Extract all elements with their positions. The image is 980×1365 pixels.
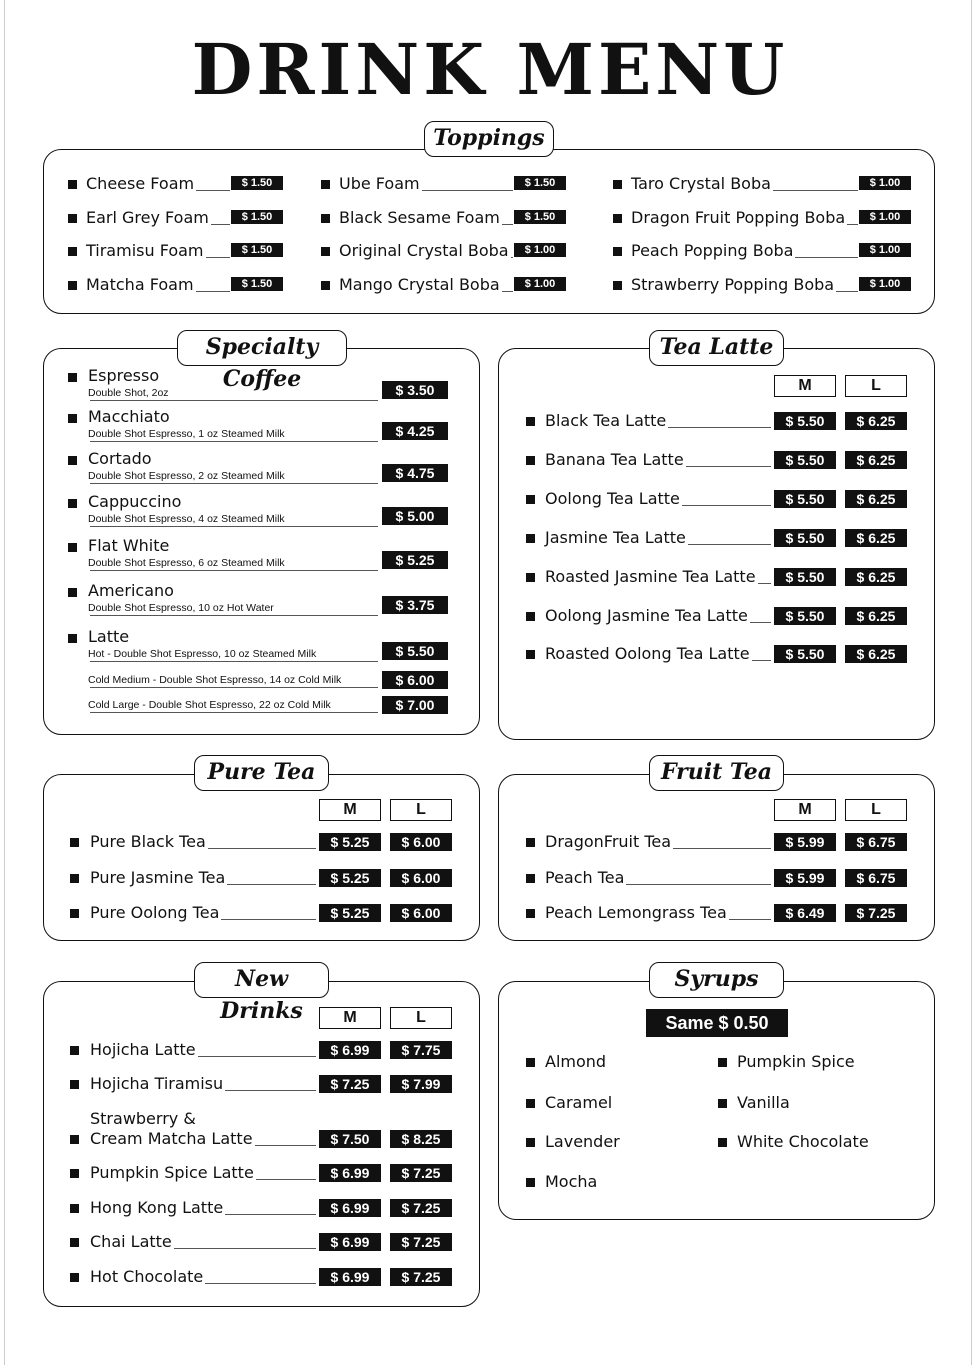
tea-latte-price-large: $ 6.25 bbox=[845, 490, 907, 508]
new-drink-price-large: $ 7.99 bbox=[390, 1075, 452, 1093]
pure-tea-title: Pure Tea bbox=[194, 755, 329, 791]
syrup-name: Almond bbox=[545, 1052, 607, 1071]
bullet-icon bbox=[70, 909, 79, 918]
syrup-name: Vanilla bbox=[737, 1093, 790, 1112]
latte-variant-description: Cold Large - Double Shot Espresso, 22 oz Cold Milk bbox=[88, 699, 331, 711]
bullet-icon bbox=[718, 1099, 727, 1108]
bullet-icon bbox=[613, 247, 622, 256]
topping-price: $ 1.50 bbox=[514, 210, 566, 224]
topping-name: Cheese Foam bbox=[86, 174, 195, 193]
new-drink-name: Hong Kong Latte bbox=[90, 1198, 224, 1217]
bullet-icon bbox=[321, 214, 330, 223]
coffee-price: $ 3.50 bbox=[382, 381, 448, 399]
size-medium-header: M bbox=[774, 375, 836, 397]
tea-latte-price-medium: $ 5.50 bbox=[774, 607, 836, 625]
leader-line bbox=[90, 615, 378, 616]
bullet-icon bbox=[526, 573, 535, 582]
new-drink-price-large: $ 7.25 bbox=[390, 1164, 452, 1182]
fruit-tea-title: Fruit Tea bbox=[649, 755, 784, 791]
new-drink-price-medium: $ 6.99 bbox=[319, 1164, 381, 1182]
coffee-description: Double Shot Espresso, 4 oz Steamed Milk bbox=[88, 513, 285, 525]
tea-latte-title: Tea Latte bbox=[649, 330, 784, 366]
page-title: DRINK MENU bbox=[191, 28, 789, 111]
coffee-name: Americano bbox=[88, 581, 174, 600]
topping-name: Mango Crystal Boba bbox=[339, 275, 500, 294]
tea-latte-price-medium: $ 5.50 bbox=[774, 490, 836, 508]
leader-line bbox=[90, 570, 378, 571]
fruit-tea-price-large: $ 6.75 bbox=[845, 869, 907, 887]
bullet-icon bbox=[70, 1169, 79, 1178]
bullet-icon bbox=[613, 281, 622, 290]
new-drink-price-large: $ 7.75 bbox=[390, 1041, 452, 1059]
bullet-icon bbox=[68, 247, 77, 256]
syrup-name: White Chocolate bbox=[737, 1132, 869, 1151]
topping-price: $ 1.50 bbox=[231, 176, 283, 190]
new-drink-name-line2: Cream Matcha Latte bbox=[90, 1129, 253, 1148]
size-medium-header: M bbox=[774, 799, 836, 821]
topping-name: Matcha Foam bbox=[86, 275, 194, 294]
bullet-icon bbox=[68, 414, 77, 423]
pure-tea-name: Pure Oolong Tea bbox=[90, 903, 220, 922]
pure-tea-name: Pure Jasmine Tea bbox=[90, 868, 226, 887]
bullet-icon bbox=[526, 909, 535, 918]
bullet-icon bbox=[70, 838, 79, 847]
bullet-icon bbox=[526, 838, 535, 847]
coffee-price: $ 4.75 bbox=[382, 464, 448, 482]
bullet-icon bbox=[70, 1238, 79, 1247]
bullet-icon bbox=[321, 180, 330, 189]
coffee-name: Macchiato bbox=[88, 407, 170, 426]
tea-latte-price-large: $ 6.25 bbox=[845, 412, 907, 430]
coffee-name: Latte bbox=[88, 627, 130, 646]
coffee-name: Cortado bbox=[88, 449, 152, 468]
topping-name: Dragon Fruit Popping Boba bbox=[631, 208, 846, 227]
syrups-title: Syrups bbox=[649, 962, 784, 998]
coffee-description: Double Shot Espresso, 6 oz Steamed Milk bbox=[88, 557, 285, 569]
size-large-header: L bbox=[845, 799, 907, 821]
bullet-icon bbox=[70, 1204, 79, 1213]
leader-line bbox=[90, 483, 378, 484]
coffee-name: Cappuccino bbox=[88, 492, 182, 511]
bullet-icon bbox=[70, 1046, 79, 1055]
coffee-price: $ 4.25 bbox=[382, 422, 448, 440]
bullet-icon bbox=[613, 214, 622, 223]
topping-price: $ 1.00 bbox=[859, 210, 911, 224]
size-large-header: L bbox=[845, 375, 907, 397]
new-drink-price-medium: $ 6.99 bbox=[319, 1233, 381, 1251]
bullet-icon bbox=[68, 588, 77, 597]
tea-latte-price-large: $ 6.25 bbox=[845, 645, 907, 663]
coffee-price: $ 5.00 bbox=[382, 507, 448, 525]
bullet-icon bbox=[70, 1273, 79, 1282]
bullet-icon bbox=[718, 1138, 727, 1147]
topping-name: Earl Grey Foam bbox=[86, 208, 209, 227]
pure-tea-price-medium: $ 5.25 bbox=[319, 833, 381, 851]
leader-line bbox=[90, 400, 378, 401]
topping-price: $ 1.00 bbox=[859, 277, 911, 291]
tea-latte-price-medium: $ 5.50 bbox=[774, 645, 836, 663]
syrup-name: Mocha bbox=[545, 1172, 598, 1191]
bullet-icon bbox=[526, 417, 535, 426]
latte-variant-price: $ 6.00 bbox=[382, 671, 448, 689]
topping-price: $ 1.00 bbox=[859, 176, 911, 190]
tea-latte-name: Roasted Oolong Tea Latte bbox=[545, 644, 750, 663]
bullet-icon bbox=[526, 1058, 535, 1067]
pure-tea-name: Pure Black Tea bbox=[90, 832, 206, 851]
new-drink-price-medium: $ 7.50 bbox=[319, 1130, 381, 1148]
bullet-icon bbox=[321, 247, 330, 256]
bullet-icon bbox=[526, 495, 535, 504]
coffee-description: Double Shot, 2oz bbox=[88, 387, 169, 399]
bullet-icon bbox=[526, 534, 535, 543]
coffee-price: $ 3.75 bbox=[382, 596, 448, 614]
size-medium-header: M bbox=[319, 799, 381, 821]
bullet-icon bbox=[68, 634, 77, 643]
new-drink-price-medium: $ 6.99 bbox=[319, 1268, 381, 1286]
tea-latte-price-large: $ 6.25 bbox=[845, 607, 907, 625]
new-drink-name: Pumpkin Spice Latte bbox=[90, 1163, 254, 1182]
bullet-icon bbox=[68, 281, 77, 290]
fruit-tea-name: Peach Tea bbox=[545, 868, 625, 887]
new-drink-name: Chai Latte bbox=[90, 1232, 172, 1251]
topping-price: $ 1.50 bbox=[231, 277, 283, 291]
bullet-icon bbox=[68, 180, 77, 189]
coffee-price: $ 5.25 bbox=[382, 551, 448, 569]
tea-latte-name: Oolong Jasmine Tea Latte bbox=[545, 606, 748, 625]
topping-name: Strawberry Popping Boba bbox=[631, 275, 835, 294]
tea-latte-name: Roasted Jasmine Tea Latte bbox=[545, 567, 756, 586]
topping-name: Black Sesame Foam bbox=[339, 208, 500, 227]
fruit-tea-name: Peach Lemongrass Tea bbox=[545, 903, 727, 922]
topping-price: $ 1.00 bbox=[514, 243, 566, 257]
new-drink-price-large: $ 8.25 bbox=[390, 1130, 452, 1148]
topping-name: Peach Popping Boba bbox=[631, 241, 794, 260]
topping-price: $ 1.00 bbox=[859, 243, 911, 257]
tea-latte-price-medium: $ 5.50 bbox=[774, 412, 836, 430]
new-drink-price-medium: $ 6.99 bbox=[319, 1199, 381, 1217]
size-medium-header: M bbox=[319, 1007, 381, 1029]
new-drink-price-large: $ 7.25 bbox=[390, 1233, 452, 1251]
topping-name: Tiramisu Foam bbox=[86, 241, 204, 260]
bullet-icon bbox=[526, 874, 535, 883]
coffee-description: Double Shot Espresso, 2 oz Steamed Milk bbox=[88, 470, 285, 482]
new-drink-price-medium: $ 6.99 bbox=[319, 1041, 381, 1059]
topping-price: $ 1.50 bbox=[231, 210, 283, 224]
new-drink-name: Hojicha Latte bbox=[90, 1040, 196, 1059]
new-drink-price-large: $ 7.25 bbox=[390, 1268, 452, 1286]
coffee-title: Specialty Coffee bbox=[177, 330, 347, 366]
new-drink-price-large: $ 7.25 bbox=[390, 1199, 452, 1217]
tea-latte-price-large: $ 6.25 bbox=[845, 451, 907, 469]
pure-tea-price-medium: $ 5.25 bbox=[319, 869, 381, 887]
tea-latte-price-medium: $ 5.50 bbox=[774, 451, 836, 469]
coffee-description: Double Shot Espresso, 10 oz Hot Water bbox=[88, 602, 274, 614]
topping-price: $ 1.50 bbox=[231, 243, 283, 257]
new-drink-price-medium: $ 7.25 bbox=[319, 1075, 381, 1093]
bullet-icon bbox=[321, 281, 330, 290]
new-drink-name: Strawberry & bbox=[90, 1109, 196, 1128]
bullet-icon bbox=[526, 612, 535, 621]
pure-tea-price-large: $ 6.00 bbox=[390, 833, 452, 851]
coffee-name: Flat White bbox=[88, 536, 170, 555]
syrup-name: Lavender bbox=[545, 1132, 620, 1151]
bullet-icon bbox=[68, 373, 77, 382]
toppings-title: Toppings bbox=[424, 121, 554, 157]
fruit-tea-name: DragonFruit Tea bbox=[545, 832, 672, 851]
leader-line bbox=[90, 526, 378, 527]
bullet-icon bbox=[68, 543, 77, 552]
syrup-name: Caramel bbox=[545, 1093, 613, 1112]
tea-latte-price-large: $ 6.25 bbox=[845, 529, 907, 547]
coffee-description: Hot - Double Shot Espresso, 10 oz Steamed Milk bbox=[88, 648, 317, 660]
fruit-tea-price-large: $ 7.25 bbox=[845, 904, 907, 922]
leader-line bbox=[90, 441, 378, 442]
topping-name: Taro Crystal Boba bbox=[631, 174, 771, 193]
leader-line bbox=[90, 661, 378, 662]
topping-name: Original Crystal Boba bbox=[339, 241, 509, 260]
latte-variant-description: Cold Medium - Double Shot Espresso, 14 oz Cold Milk bbox=[88, 674, 342, 686]
leader-line bbox=[90, 712, 378, 713]
tea-latte-price-medium: $ 5.50 bbox=[774, 568, 836, 586]
pure-tea-price-medium: $ 5.25 bbox=[319, 904, 381, 922]
tea-latte-name: Jasmine Tea Latte bbox=[545, 528, 686, 547]
bullet-icon bbox=[68, 214, 77, 223]
size-large-header: L bbox=[390, 1007, 452, 1029]
new-drink-name: Hot Chocolate bbox=[90, 1267, 204, 1286]
fruit-tea-price-large: $ 6.75 bbox=[845, 833, 907, 851]
bullet-icon bbox=[68, 456, 77, 465]
topping-price: $ 1.00 bbox=[514, 277, 566, 291]
tea-latte-name: Oolong Tea Latte bbox=[545, 489, 680, 508]
pure-tea-price-large: $ 6.00 bbox=[390, 904, 452, 922]
topping-name: Ube Foam bbox=[339, 174, 420, 193]
size-large-header: L bbox=[390, 799, 452, 821]
new-drinks-title: New Drinks bbox=[194, 962, 329, 998]
bullet-icon bbox=[526, 650, 535, 659]
pure-tea-price-large: $ 6.00 bbox=[390, 869, 452, 887]
coffee-name: Espresso bbox=[88, 366, 160, 385]
bullet-icon bbox=[526, 456, 535, 465]
bullet-icon bbox=[70, 1080, 79, 1089]
syrup-name: Pumpkin Spice bbox=[737, 1052, 855, 1071]
bullet-icon bbox=[718, 1058, 727, 1067]
tea-latte-name: Banana Tea Latte bbox=[545, 450, 684, 469]
latte-variant-price: $ 7.00 bbox=[382, 696, 448, 714]
topping-price: $ 1.50 bbox=[514, 176, 566, 190]
coffee-description: Double Shot Espresso, 1 oz Steamed Milk bbox=[88, 428, 285, 440]
bullet-icon bbox=[526, 1099, 535, 1108]
new-drink-name: Hojicha Tiramisu bbox=[90, 1074, 224, 1093]
tea-latte-name: Black Tea Latte bbox=[545, 411, 667, 430]
bullet-icon bbox=[70, 1135, 79, 1144]
bullet-icon bbox=[526, 1138, 535, 1147]
fruit-tea-price-medium: $ 5.99 bbox=[774, 869, 836, 887]
leader-line bbox=[90, 687, 378, 688]
fruit-tea-price-medium: $ 6.49 bbox=[774, 904, 836, 922]
bullet-icon bbox=[68, 499, 77, 508]
coffee-price: $ 5.50 bbox=[382, 642, 448, 660]
bullet-icon bbox=[526, 1178, 535, 1187]
tea-latte-price-large: $ 6.25 bbox=[845, 568, 907, 586]
tea-latte-price-medium: $ 5.50 bbox=[774, 529, 836, 547]
bullet-icon bbox=[613, 180, 622, 189]
syrup-price-badge: Same $ 0.50 bbox=[646, 1009, 788, 1037]
bullet-icon bbox=[70, 874, 79, 883]
fruit-tea-price-medium: $ 5.99 bbox=[774, 833, 836, 851]
